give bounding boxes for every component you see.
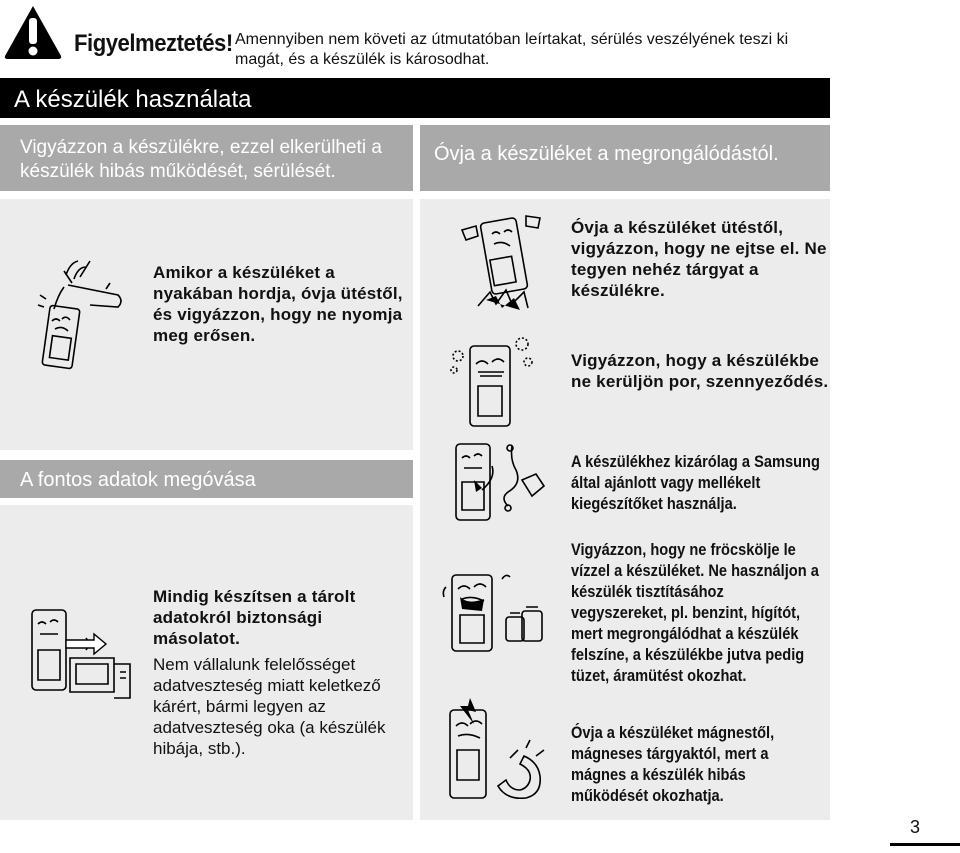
device-dust-illustration [446, 332, 542, 430]
accessory-warning-text: A készülékhez kizárólag a Samsung által ajánlott vagy mellékelt kiegészítőket használja. [571, 452, 820, 513]
page-number-underline [890, 843, 960, 846]
backup-bold-text: Mindig készítsen a tárolt adatokról biztonsági másolatot. [153, 587, 356, 648]
device-water-illustration [440, 565, 550, 655]
device-drop-illustration [456, 212, 548, 312]
warning-text: Amennyiben nem követi az útmutatóban leírtakat, sérülés veszélyének teszi ki magát, és a készülék is károsodhat. [235, 31, 789, 68]
device-accessory-illustration [452, 440, 556, 524]
right-header-text: Óvja a készüléket a megrongálódástól. [434, 143, 779, 165]
water-warning-text: Vigyázzon, hogy ne fröcskölje le vízzel a készüléket. Ne használjon a készülék tisztításához vegyszereket, pl. benzint, hígítót, mert megrongálódhat a készülék felszíne, a készülékbe jutva pedig tüzet, áramütést okozhat. [571, 540, 819, 685]
dust-warning-text: Vigyázzon, hogy a készülékbe ne kerüljön por, szennyeződés. [571, 351, 829, 391]
device-neck-illustration [28, 255, 128, 375]
device-backup-illustration [30, 604, 134, 700]
backup-normal-text: Nem vállalunk felelősséget adatveszteség miatt keletkező kárért, bármi legyen az adatveszteség oka (a készülék hibája, stb.). [153, 655, 386, 758]
magnet-warning-text: Óvja a készüléket mágnestől, mágneses tárgyaktól, mert a mágnes a készülék hibás működését okozhatja. [571, 723, 775, 805]
device-magnet-illustration [446, 690, 550, 802]
fontos-header-text: A fontos adatok megóvása [20, 469, 256, 491]
warning-title: Figyelmeztetés! [74, 30, 233, 57]
neck-warning-text: Amikor a készüléket a nyakában hordja, óvja ütéstől, és vigyázzon, hogy ne nyomja meg erősen. [153, 263, 403, 345]
section-title: A készülék használata [14, 86, 252, 113]
page-number: 3 [910, 817, 921, 837]
warning-icon [3, 4, 63, 60]
left-header-text: Vigyázzon a készülékre, ezzel elkerülheti a készülék hibás működését, sérülését. [20, 137, 382, 182]
drop-warning-text: Óvja a készüléket ütéstől, vigyázzon, hogy ne ejtse el. Ne tegyen nehéz tárgyat a készülékre. [571, 218, 827, 300]
